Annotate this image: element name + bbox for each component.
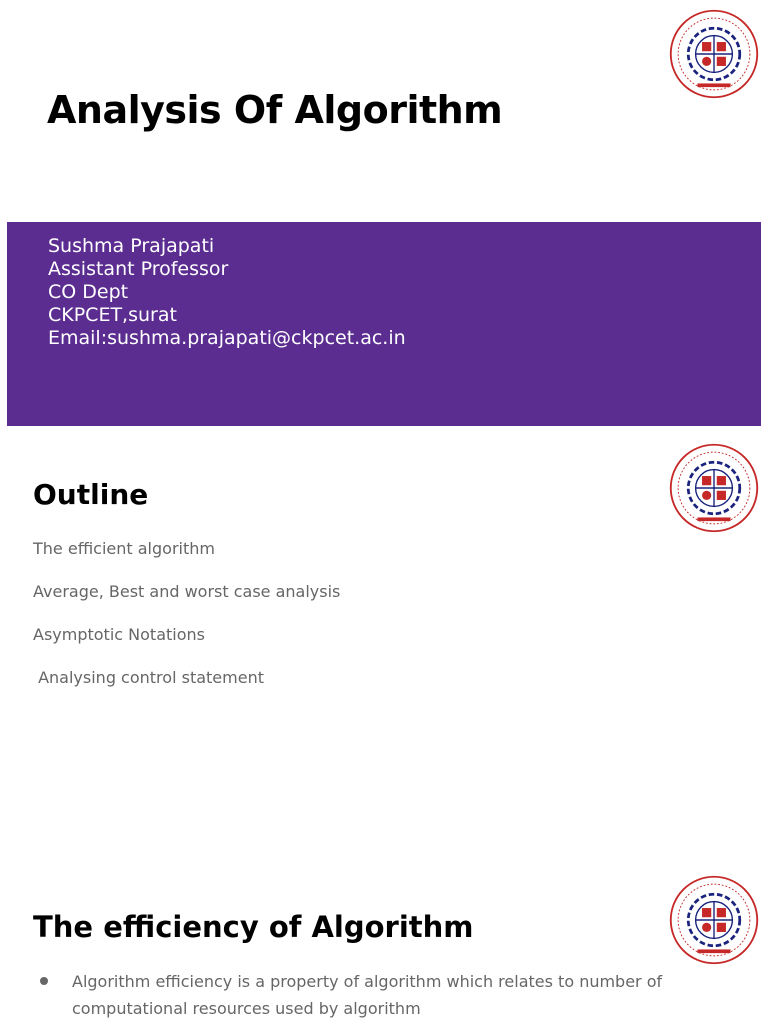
- college-seal-icon: [668, 442, 760, 534]
- bullet-dot-icon: [40, 977, 48, 985]
- author-band: [7, 222, 761, 426]
- list-item: Average, Best and worst case analysis: [33, 582, 341, 601]
- bullet-text: Algorithm efficiency is a property of algorithm which relates to number of computational resources used by algorithm: [72, 972, 663, 1018]
- page-title: Analysis Of Algorithm: [47, 88, 503, 132]
- author-college: CKPCET,surat: [48, 304, 177, 326]
- author-name: Sushma Prajapati: [48, 235, 215, 257]
- college-seal-icon: [668, 8, 760, 100]
- efficiency-title: The efficiency of Algorithm: [33, 910, 474, 944]
- author-dept: CO Dept: [48, 281, 129, 303]
- college-seal-icon: [668, 874, 760, 966]
- list-item: Analysing control statement: [33, 668, 264, 687]
- list-item: The efficient algorithm: [33, 539, 215, 558]
- author-role: Assistant Professor: [48, 258, 229, 280]
- author-details: [48, 235, 406, 350]
- list-item: Asymptotic Notations: [33, 625, 205, 644]
- outline-title: Outline: [33, 478, 149, 511]
- author-email: Email:sushma.prajapati@ckpcet.ac.in: [48, 327, 406, 349]
- outline-list: [33, 536, 340, 708]
- title-slide: [0, 0, 768, 440]
